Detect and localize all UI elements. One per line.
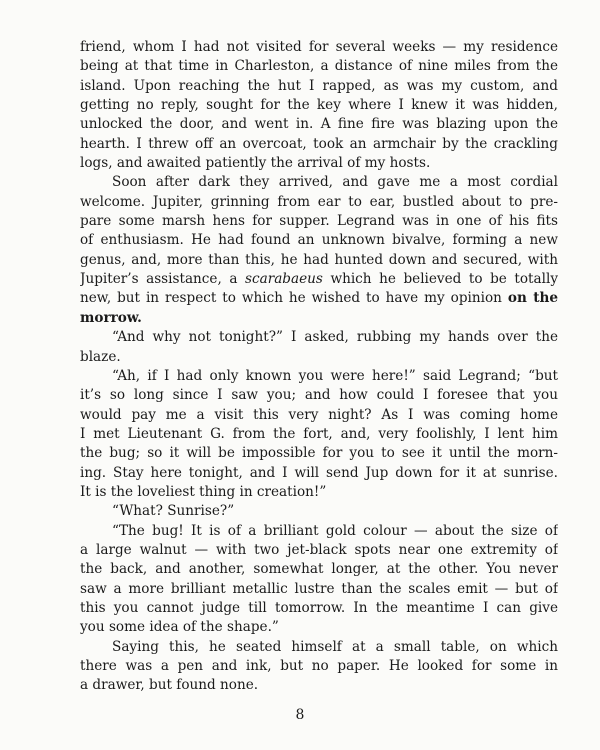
text-line: morrow. bbox=[80, 309, 142, 326]
bold-words: on the bbox=[507, 290, 558, 307]
text-line: it’s so long since I saw you; and how could I foresee that you bbox=[80, 387, 558, 404]
text-line: ing. Stay here tonight, and I will send Jup down for it at sunrise. bbox=[80, 464, 558, 481]
text-line: pare some marsh hens for supper. Legrand was in one of his fits bbox=[80, 213, 558, 230]
paragraph-start-line: “Ah, if I had only known you were here!” said Legrand; “but bbox=[112, 367, 558, 384]
text-line: logs, and awaited patiently the arrival of my hosts. bbox=[80, 155, 431, 172]
text-line: of enthusiasm. He had found an unknown bivalve, forming a new bbox=[80, 232, 558, 249]
text-line: unlocked the door, and went in. A fine fire was blazing upon the bbox=[80, 116, 558, 133]
text-line: I met Lieutenant G. from the fort, and, very foolishly, I lent him bbox=[80, 425, 558, 442]
text-line: welcome. Jupiter, grinning from ear to ear, bustled about to pre- bbox=[80, 193, 558, 210]
text-line: being at that time in Charleston, a distance of nine miles from the bbox=[80, 58, 558, 75]
text-line: hearth. I threw off an overcoat, took an armchair by the crackling bbox=[80, 135, 558, 152]
text-line: saw a more brilliant metallic lustre than the scales emit — but of bbox=[80, 580, 558, 597]
text-line: the bug; so it will be impossible for you to see it until the morn- bbox=[80, 445, 558, 462]
text-line: there was a pen and ink, but no paper. He looked for some in bbox=[80, 658, 558, 674]
text-line: friend, whom I had not visited for several weeks — my residence bbox=[80, 39, 558, 55]
text-line: would pay me a visit this very night? As I was coming home bbox=[80, 406, 558, 423]
paragraph-start-line: “And why not tonight?” I asked, rubbing my hands over the bbox=[112, 329, 558, 346]
text-line: genus, and, more than this, he had hunted down and secured, with bbox=[80, 251, 558, 268]
text-line: a large walnut — with two jet-black spots near one extremity of bbox=[80, 541, 558, 558]
text-line-with-bold: new, but in respect to which he wished to have my opinion on the bbox=[80, 290, 558, 307]
text-line-with-italic: Jupiter’s assistance, a scarabaeus which he believed to be totally bbox=[80, 271, 558, 288]
text-line: blaze. bbox=[80, 348, 121, 365]
paragraph-start-line: Soon after dark they arrived, and gave me a most cordial bbox=[112, 174, 558, 191]
text-line: you some idea of the shape.” bbox=[80, 619, 279, 636]
paragraph-start-line: “The bug! It is of a brilliant gold colour — about the size of bbox=[112, 522, 558, 539]
text-line: getting no reply, sought for the key where I knew it was hidden, bbox=[80, 97, 558, 114]
page-number: 8 bbox=[295, 707, 305, 723]
text-line: It is the loveliest thing in creation!” bbox=[80, 483, 327, 500]
body-text bbox=[80, 38, 558, 696]
text-line: this you cannot judge till tomorrow. In the meantime I can give bbox=[80, 599, 558, 616]
paragraph-start-line: Saying this, he seated himself at a small table, on which bbox=[112, 638, 558, 655]
text-line: island. Upon reaching the hut I rapped, as was my custom, and bbox=[80, 77, 558, 94]
paragraph-start-line: “What? Sunrise?” bbox=[112, 503, 235, 520]
italic-word: scarabaeus bbox=[245, 271, 323, 288]
text-line: the back, and another, somewhat longer, at the other. You never bbox=[80, 561, 558, 578]
text-line: a drawer, but found none. bbox=[80, 677, 259, 694]
